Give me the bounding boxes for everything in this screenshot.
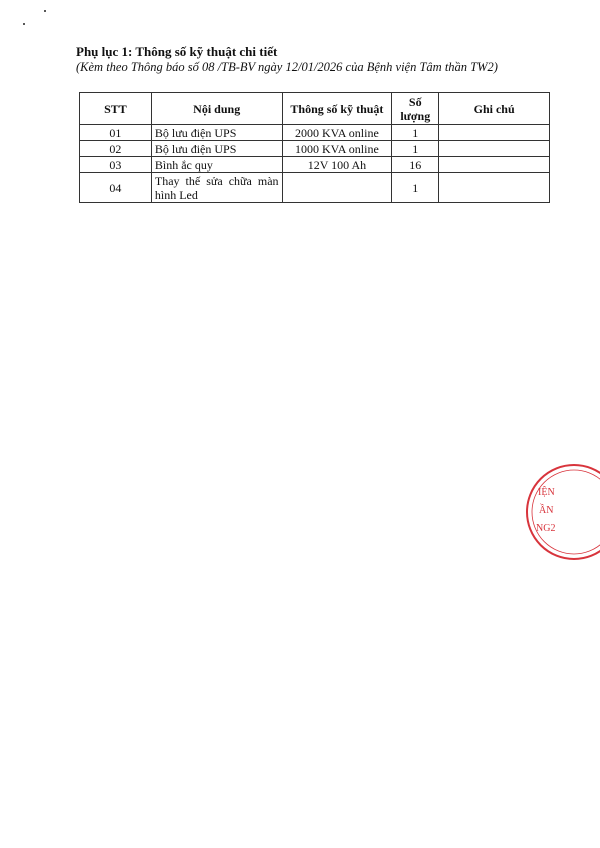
cell-stt: 02 [80, 141, 152, 157]
scan-mark [23, 23, 25, 25]
cell-stt: 01 [80, 125, 152, 141]
table-row [80, 125, 550, 141]
official-stamp [524, 462, 600, 562]
column-header-note: Ghi chú [439, 93, 550, 125]
cell-note [439, 141, 550, 157]
cell-stt: 03 [80, 157, 152, 173]
cell-note [439, 157, 550, 173]
cell-content: Bộ lưu điện UPS [151, 125, 282, 141]
stamp-text-line: ẦN [539, 505, 554, 516]
cell-stt: 04 [80, 173, 152, 203]
cell-quantity: 1 [392, 125, 439, 141]
cell-spec: 2000 KVA online [282, 125, 392, 141]
stamp-rings [527, 465, 600, 559]
column-header-content: Nội dung [151, 93, 282, 125]
cell-content: Thay thế sửa chữa màn hình Led [151, 173, 282, 203]
cell-quantity: 1 [392, 173, 439, 203]
cell-spec [282, 173, 392, 203]
stamp-text-line: IỆN [538, 487, 555, 498]
stamp-text-line: NG2 [536, 523, 556, 534]
cell-spec: 1000 KVA online [282, 141, 392, 157]
column-header-quantity: Số lượng [392, 93, 439, 125]
column-header-spec: Thông số kỹ thuật [282, 93, 392, 125]
table-row [80, 141, 550, 157]
spec-table [79, 92, 550, 203]
scan-mark [44, 10, 46, 12]
column-header-stt: STT [80, 93, 152, 125]
table-row [80, 157, 550, 173]
cell-note [439, 125, 550, 141]
cell-spec: 12V 100 Ah [282, 157, 392, 173]
cell-content: Bộ lưu điện UPS [151, 141, 282, 157]
page-subtitle: (Kèm theo Thông báo số 08 /TB-BV ngày 12/01/2026 của Bệnh viện Tâm thần TW2) [76, 60, 498, 74]
cell-note [439, 173, 550, 203]
table-header-row [80, 93, 550, 125]
page-title: Phụ lục 1: Thông số kỹ thuật chi tiết [76, 44, 278, 59]
cell-quantity: 16 [392, 157, 439, 173]
cell-quantity: 1 [392, 141, 439, 157]
table-row [80, 173, 550, 203]
cell-content: Bình ắc quy [151, 157, 282, 173]
